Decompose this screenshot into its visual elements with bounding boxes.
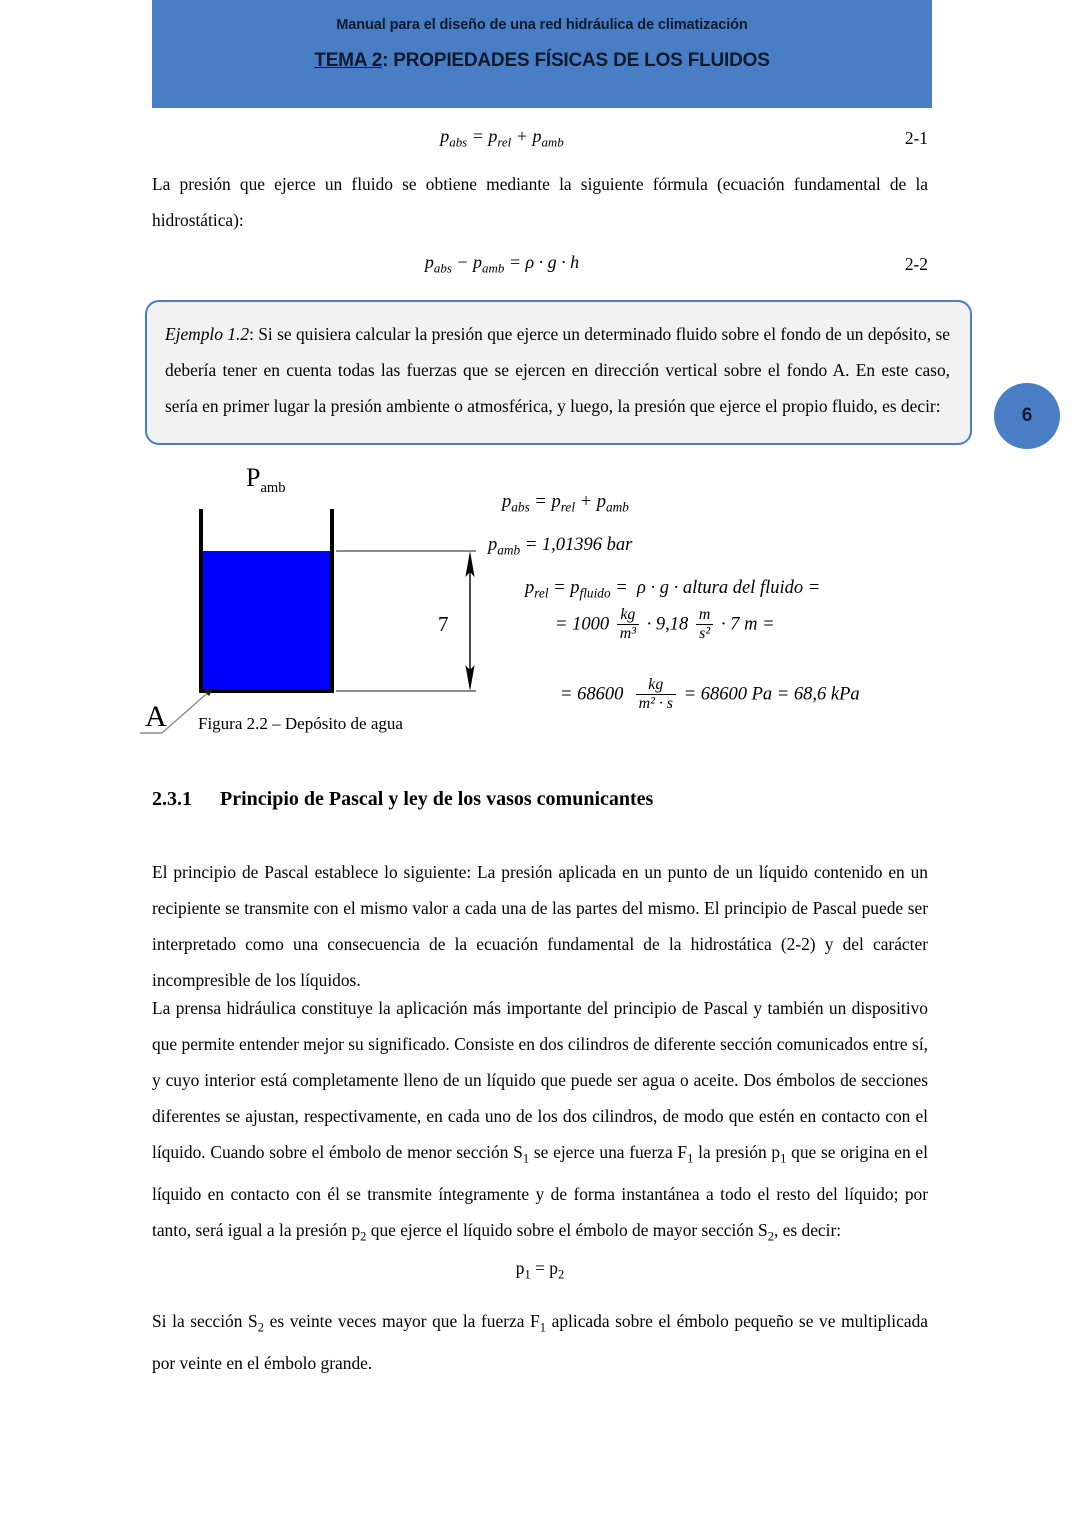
page-number-value: 6 (1021, 405, 1033, 426)
header-title (152, 50, 932, 72)
dimension-arrow-double (462, 551, 478, 691)
calc-line-pabs: $p_{abs} = p_{rel} + p_{amb}$ (502, 492, 629, 515)
calc-density-num: kg (620, 606, 636, 623)
calc-line-substitution (555, 607, 775, 644)
calc-gravity-den: s² (696, 624, 714, 643)
tank-wall-right-lower (330, 549, 334, 693)
press-text-f: , es decir: (773, 1220, 842, 1241)
calc-pamb-symbol: p (488, 535, 498, 555)
press-text-e: que ejerce el líquido sobre el émbolo de mayor sección S (366, 1220, 768, 1241)
section-title: Principio de Pascal y ley de los vasos comunicantes (220, 788, 654, 810)
equation-2-1-number: 2-1 (904, 128, 928, 148)
example-callout-box (145, 300, 972, 445)
ambient-pressure-subscript: amb (260, 480, 286, 497)
point-a-label: A (145, 700, 167, 733)
example-text: : Si se quisiera calcular la presión que ejerce un determinado fluido sobre el fondo de un depósito, se debería tener en cuenta todas las fuerzas que se ejercen en dirección vertical sobre el fondo A. En este caso, sería en primer lugar la presión ambiente o atmosférica, y luego, la presión que ejerce el propio fluido, es decir: (165, 324, 950, 416)
calc-result-suffix: = 68600 Pa = 68,6 kPa (683, 684, 860, 705)
page-number-badge (994, 383, 1060, 449)
calc-sub-mid: · 9,18 (646, 614, 689, 635)
press-text-c: la presión p (693, 1142, 781, 1162)
section-heading-2-3-1 (152, 788, 653, 811)
header-tema-rest: : PROPIEDADES FÍSICAS DE LOS FLUIDOS (382, 50, 770, 71)
figure-caption: Figura 2.2 – Depósito de agua (198, 714, 403, 733)
ambient-pressure-label (246, 463, 286, 497)
page-header-banner (152, 0, 932, 108)
calc-line-prel: $p_{rel} = p_{fluido} = \rho \cdot g$ · altura del fluido = (525, 578, 821, 601)
equation-2-1-row (152, 126, 928, 156)
paragraph-pascal-principle: El principio de Pascal establece lo siguiente: La presión aplicada en un punto de un líquido contenido en un recipiente se transmite con el mismo valor a cada una de las partes del mismo. El principio de Pascal puede ser interpretado como una consecuencia de la ecuación fundamental de la hidrostática (2-2) y del carácter incompresible de los líquidos. (152, 862, 928, 990)
calc-gravity-num: m (698, 606, 711, 623)
tank-wall-left-lower (199, 549, 203, 693)
equation-p1-p2: $p_1 = p_2$ (515, 1258, 565, 1282)
equation-2-1-body: $p_{abs} = p_{rel} + p_{amb}$ (440, 126, 564, 150)
paragraph-intro: La presión que ejerce un fluido se obtiene mediante la siguiente fórmula (ecuación fundamental de la hidrostática): (152, 174, 928, 230)
figure-water-tank (140, 455, 500, 745)
closing-text-a: Si la sección S (152, 1311, 258, 1331)
tank-water-fill (202, 551, 331, 690)
ambient-pressure-symbol: P (246, 463, 261, 492)
equation-2-2-row (152, 252, 928, 282)
calc-sub-suffix: · 7 m = (721, 614, 775, 635)
calc-result-fraction (636, 676, 676, 713)
equation-2-2-body: $p_{abs} - p_{amb} = \rho \cdot g \cdot h$ (424, 252, 580, 276)
dimension-value-label: 7 (438, 612, 449, 636)
dimension-extension-line-bottom (336, 690, 476, 692)
header-tema-label: TEMA 2 (314, 50, 383, 71)
paragraph-hydraulic-press: La prensa hidráulica constituye la aplicación más importante del principio de Pascal y también un dispositivo que permite entender mejor su significado. Consiste en dos cilindros de diferente sección comunicados entre sí, y cuyo interior está completamente lleno de un líquido que puede ser agua o aceite. Dos émbolos de secciones diferentes se ajustan, respectivamente, en cada uno de los dos cilindros, de modo que estén en contacto con el líquido. Cuando sobre el émbolo de menor sección $S_1$ se ejerce una fuerza $F_1$ la presión $p_1$ que se origina en el líquido en contacto con él se transmite íntegramente y de forma instantánea a todo el resto del líquido; por tanto, será igual a la presión $p_2$ que ejerce el líquido sobre el émbolo de mayor sección $S_2$, es decir: (152, 998, 928, 1244)
calc-result-den: m² · s (636, 694, 676, 713)
calc-density-fraction (617, 606, 639, 643)
calc-result-num: kg (648, 676, 664, 693)
calc-pamb-value: = 1,01396 bar (520, 535, 633, 555)
closing-text-c: aplicada sobre el émbolo pequeño se ve multiplicada por veinte en el émbolo grande. (152, 1311, 928, 1374)
calc-density-den: m³ (617, 624, 639, 643)
calc-sub-prefix: = 1000 (555, 614, 610, 635)
example-label: Ejemplo 1.2 (165, 324, 250, 344)
calc-gravity-fraction (696, 606, 714, 643)
calc-result-prefix: = 68600 (560, 684, 624, 705)
press-text-b: se ejerce una fuerza F (529, 1142, 688, 1162)
dimension-extension-line-top (336, 550, 476, 552)
press-text-a: La prensa hidráulica constituye la aplicación más importante del principio de Pascal y también un dispositivo que permite entender mejor su significado. Consiste en dos cilindros de diferente sección comunicados entre sí, y cuyo interior está completamente lleno de un líquido que puede ser agua o aceite. Dos émbolos de secciones diferentes se ajustan, respectivamente, en cada uno de los dos cilindros, de modo que estén en contacto con el líquido. Cuando sobre el émbolo de menor sección S (152, 998, 928, 1162)
equation-2-2-number: 2-2 (904, 254, 928, 274)
paragraph-closing: Si la sección $S_2$ es veinte veces mayor que la fuerza $F_1$ aplicada sobre el émbolo pequeño se ve multiplicada por veinte en el émbolo grande. (152, 1311, 928, 1374)
section-number: 2.3.1 (152, 788, 192, 810)
calc-pamb-subscript: amb (497, 542, 521, 558)
calc-line-pamb (488, 535, 632, 559)
closing-text-b: es veinte veces mayor que la fuerza F (264, 1311, 540, 1331)
header-subtitle: Manual para el diseño de una red hidráulica de climatización (336, 17, 748, 33)
calc-line-result (560, 677, 860, 714)
press-text-d: que se origina en el líquido en contacto con él se transmite íntegramente y de forma instantánea a todo el resto del líquido; por tanto, será igual a la presión p (152, 1142, 928, 1241)
